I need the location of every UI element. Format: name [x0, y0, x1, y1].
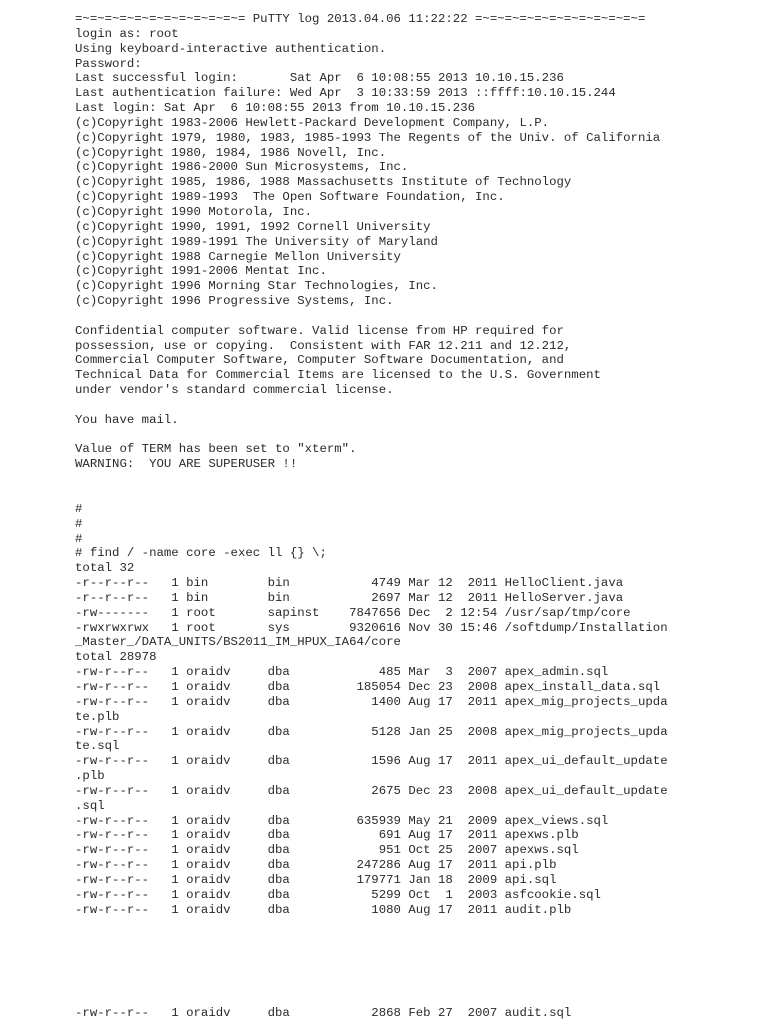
log-line: te.plb [75, 709, 120, 724]
log-line [75, 472, 668, 487]
log-line [75, 428, 668, 443]
log-line: login as: root [75, 26, 179, 41]
log-line: (c)Copyright 1990, 1991, 1992 Cornell University [75, 219, 431, 234]
log-line: te.sql [75, 739, 120, 754]
log-line: _Master_/DATA_UNITS/BS2011_IM_HPUX_IA64/core [75, 635, 401, 650]
log-line: -rw-r--r-- 1 oraidv dba 691 Aug 17 2011 apexws.plb [75, 828, 579, 843]
log-line: -rw------- 1 root sapinst 7847656 Dec 2 12:54 /usr/sap/tmp/core [75, 605, 631, 620]
log-line: -rw-r--r-- 1 oraidv dba 5299 Oct 1 2003 asfcookie.sql [75, 887, 601, 902]
log-line: (c)Copyright 1988 Carnegie Mellon University [75, 249, 401, 264]
log-line: -rw-r--r-- 1 oraidv dba 5128 Jan 25 2008 apex_mig_projects_upda [75, 724, 668, 739]
log-line: # find / -name core -exec ll {} \; [75, 546, 327, 561]
log-line: (c)Copyright 1979, 1980, 1983, 1985-1993 The Regents of the Univ. of California [75, 130, 661, 145]
log-line: total 32 [75, 561, 135, 576]
log-line: -r--r--r-- 1 bin bin 2697 Mar 12 2011 HelloServer.java [75, 590, 624, 605]
log-line: -rw-r--r-- 1 oraidv dba 2675 Dec 23 2008 apex_ui_default_update [75, 783, 668, 798]
log-line: (c)Copyright 1989-1991 The University of Maryland [75, 234, 438, 249]
log-line: -rw-r--r-- 1 oraidv dba 179771 Jan 18 2009 api.sql [75, 872, 557, 887]
log-line: # [75, 501, 83, 516]
log-line: (c)Copyright 1996 Progressive Systems, Inc. [75, 294, 394, 309]
log-line: (c)Copyright 1991-2006 Mentat Inc. [75, 264, 327, 279]
log-line: Commercial Computer Software, Computer Software Documentation, and [75, 353, 564, 368]
terminal-log-text [75, 12, 668, 917]
log-line: (c)Copyright 1980, 1984, 1986 Novell, Inc. [75, 145, 387, 160]
log-line: # [75, 516, 83, 531]
log-line: -rw-r--r-- 1 oraidv dba 185054 Dec 23 2008 apex_install_data.sql [75, 679, 661, 694]
log-line: Last login: Sat Apr 6 10:08:55 2013 from 10.10.15.236 [75, 101, 476, 116]
log-line: -rw-r--r-- 1 oraidv dba 247286 Aug 17 2011 api.plb [75, 858, 557, 873]
log-line: Value of TERM has been set to "xterm". [75, 442, 357, 457]
log-line: Using keyboard-interactive authentication. [75, 41, 387, 56]
log-line: -rw-r--r-- 1 oraidv dba 1596 Aug 17 2011 apex_ui_default_update [75, 754, 668, 769]
log-line: You have mail. [75, 412, 179, 427]
log-line: (c)Copyright 1983-2006 Hewlett-Packard Development Company, L.P. [75, 115, 550, 130]
log-line [75, 398, 668, 413]
log-line: -r--r--r-- 1 bin bin 4749 Mar 12 2011 HelloClient.java [75, 576, 624, 591]
log-line: # [75, 531, 83, 546]
log-line: -rw-r--r-- 1 oraidv dba 1080 Aug 17 2011 audit.plb [75, 902, 572, 917]
log-line: (c)Copyright 1986-2000 Sun Microsystems, Inc. [75, 160, 409, 175]
log-line: (c)Copyright 1990 Motorola, Inc. [75, 204, 313, 219]
log-line: WARNING: YOU ARE SUPERUSER !! [75, 457, 298, 472]
log-line: Technical Data for Commercial Items are licensed to the U.S. Government [75, 368, 601, 383]
log-line [75, 487, 668, 502]
log-line: Last authentication failure: Wed Apr 3 10:33:59 2013 ::ffff:10.10.15.244 [75, 86, 616, 101]
log-line: -rw-r--r-- 1 oraidv dba 635939 May 21 2009 apex_views.sql [75, 813, 609, 828]
log-line: .sql [75, 798, 105, 813]
log-line: -rw-r--r-- 1 oraidv dba 951 Oct 25 2007 apexws.sql [75, 843, 579, 858]
log-line: Last successful login: Sat Apr 6 10:08:55 2013 10.10.15.236 [75, 71, 564, 86]
log-line: -rw-r--r-- 1 oraidv dba 1400 Aug 17 2011 apex_mig_projects_upda [75, 694, 668, 709]
log-line: under vendor's standard commercial license. [75, 383, 394, 398]
terminal-log-tail-line: -rw-r--r-- 1 oraidv dba 2868 Feb 27 2007 audit.sql [75, 1006, 572, 1020]
log-line: .plb [75, 769, 105, 784]
log-line: total 28978 [75, 650, 157, 665]
log-line [75, 309, 668, 324]
log-line: (c)Copyright 1985, 1986, 1988 Massachusetts Institute of Technology [75, 175, 572, 190]
log-line: =~=~=~=~=~=~=~=~=~=~=~= PuTTY log 2013.04.06 11:22:22 =~=~=~=~=~=~=~=~=~=~=~= [75, 12, 646, 26]
log-line: -rw-r--r-- 1 oraidv dba 485 Mar 3 2007 apex_admin.sql [75, 665, 609, 680]
log-line: (c)Copyright 1996 Morning Star Technologies, Inc. [75, 279, 438, 294]
log-line: Confidential computer software. Valid license from HP required for [75, 323, 564, 338]
log-line: Password: [75, 56, 142, 71]
log-line: -rwxrwxrwx 1 root sys 9320616 Nov 30 15:46 /softdump/Installation [75, 620, 668, 635]
log-line: (c)Copyright 1989-1993 The Open Software Foundation, Inc. [75, 190, 505, 205]
log-line: possession, use or copying. Consistent with FAR 12.211 and 12.212, [75, 338, 572, 353]
